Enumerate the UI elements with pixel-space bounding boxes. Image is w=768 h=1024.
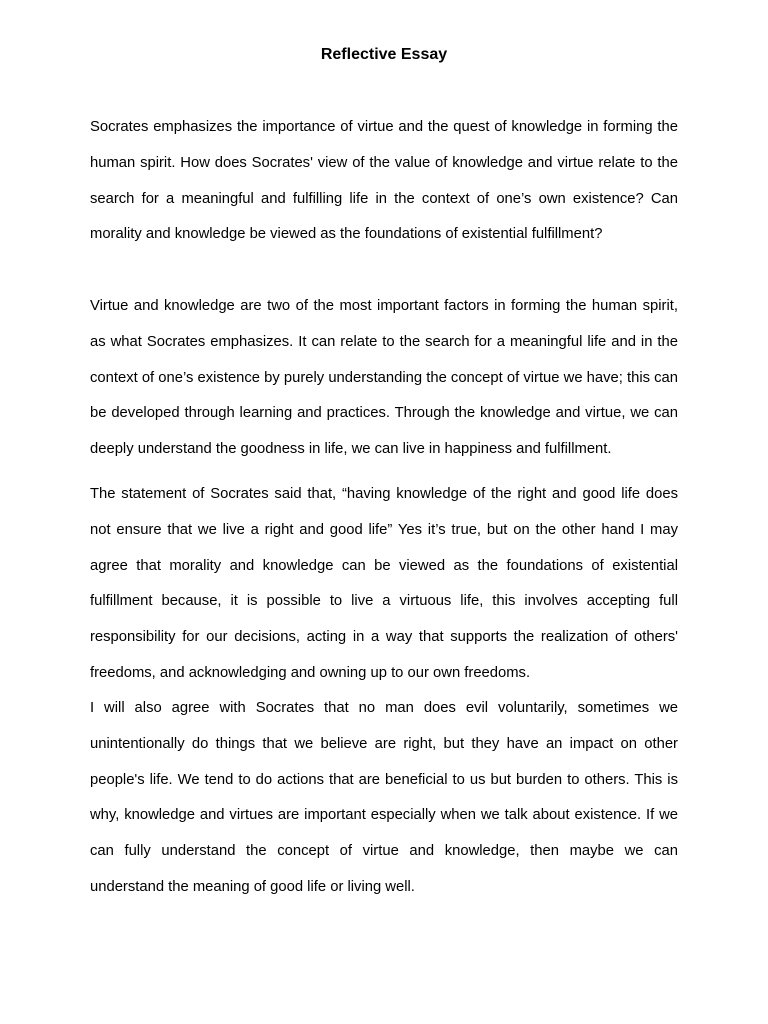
paragraph-1: Socrates emphasizes the importance of virtue and the quest of knowledge in forming the human spirit. How does Socrates' view of the value of knowledge and virtue relate to the search for a meaningful and fulfilling life in the context of one’s own existence? Can morality and knowledge be viewed as the foundations of existential fulfillment? (90, 119, 678, 243)
paragraph-4: I will also agree with Socrates that no man does evil voluntarily, sometimes we unintentionally do things that we believe are right, but they have an impact on other people's life. We tend to do actions that are beneficial to us but burden to others. This is why, knowledge and virtues are important especially when we talk about existence. If we can fully understand the concept of virtue and knowledge, then maybe we can understand the meaning of good life or living well. (90, 700, 678, 895)
paragraph-2: Virtue and knowledge are two of the most important factors in forming the human spirit, as what Socrates emphasizes. It can relate to the search for a meaningful life and in the context of one’s existence by purely understanding the concept of virtue we have; this can be developed through learning and practices. Through the knowledge and virtue, we can deeply understand the goodness in life, we can live in happiness and fulfillment. (90, 298, 678, 458)
paragraph-3: The statement of Socrates said that, “having knowledge of the right and good life does not ensure that we live a right and good life” Yes it’s true, but on the other hand I may agree that morality and knowledge can be viewed as the foundations of existential fulfillment because, it is possible to live a virtuous life, this involves accepting full responsibility for our decisions, acting in a way that supports the realization of others' freedoms, and acknowledging and owning up to our own freedoms. (90, 486, 678, 681)
document-title: Reflective Essay (320, 46, 448, 63)
